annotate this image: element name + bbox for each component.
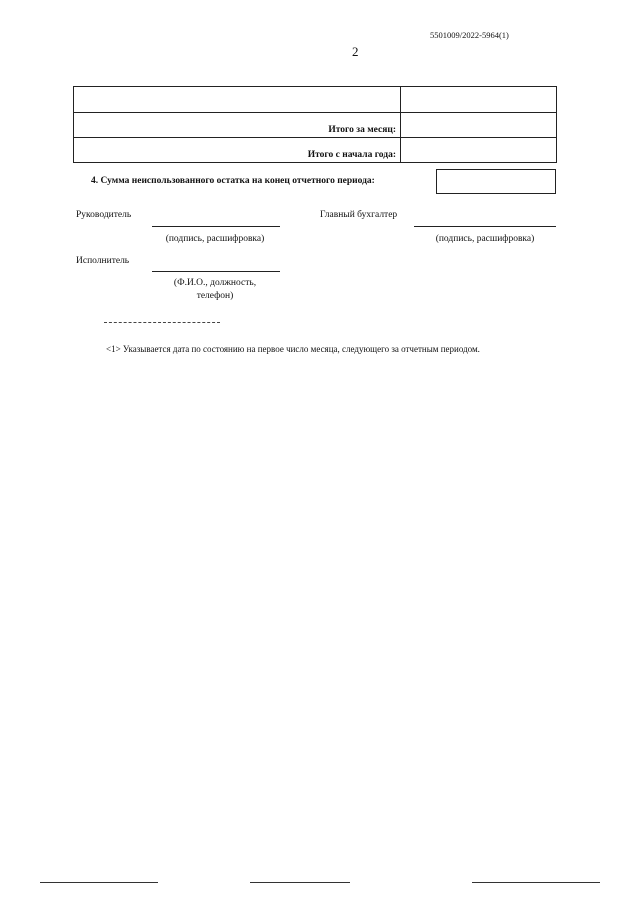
row-value — [401, 87, 557, 113]
page-number: 2 — [352, 44, 359, 59]
table-row — [74, 113, 557, 138]
year-total-value — [401, 138, 557, 163]
scan-artifact — [250, 882, 350, 883]
table-row — [74, 138, 557, 163]
footnote-text: <1> Указывается дата по состоянию на первое число месяца, следующего за отчетным периодом. — [106, 344, 480, 354]
remainder-box — [436, 169, 556, 194]
month-total-value — [401, 113, 557, 138]
chief-accountant-signature-line — [414, 226, 556, 227]
head-signature-line — [152, 226, 280, 227]
year-total-label: Итого с начала года: — [74, 138, 401, 163]
scan-artifact — [40, 882, 158, 883]
document-id: 5501009/2022-5964(1) — [430, 30, 509, 40]
scan-artifact — [472, 882, 600, 883]
head-label: Руководитель — [76, 210, 132, 220]
chief-accountant-label: Главный бухгалтер — [320, 210, 398, 220]
executor-label: Исполнитель — [76, 256, 130, 266]
head-signature-hint: (подпись, расшифровка) — [165, 234, 265, 244]
row-label — [74, 87, 401, 113]
section4-title: 4. Сумма неиспользованного остатка на конец отчетного периода: — [91, 176, 375, 186]
month-total-label: Итого за месяц: — [74, 113, 401, 138]
chief-accountant-signature-hint: (подпись, расшифровка) — [435, 234, 535, 244]
executor-signature-line — [152, 271, 280, 272]
executor-hint-line2: телефон) — [196, 291, 234, 301]
executor-hint-line1: (Ф.И.О., должность, — [173, 278, 257, 288]
footnote-separator — [104, 322, 220, 323]
summary-table — [73, 86, 557, 163]
table-row — [74, 87, 557, 113]
